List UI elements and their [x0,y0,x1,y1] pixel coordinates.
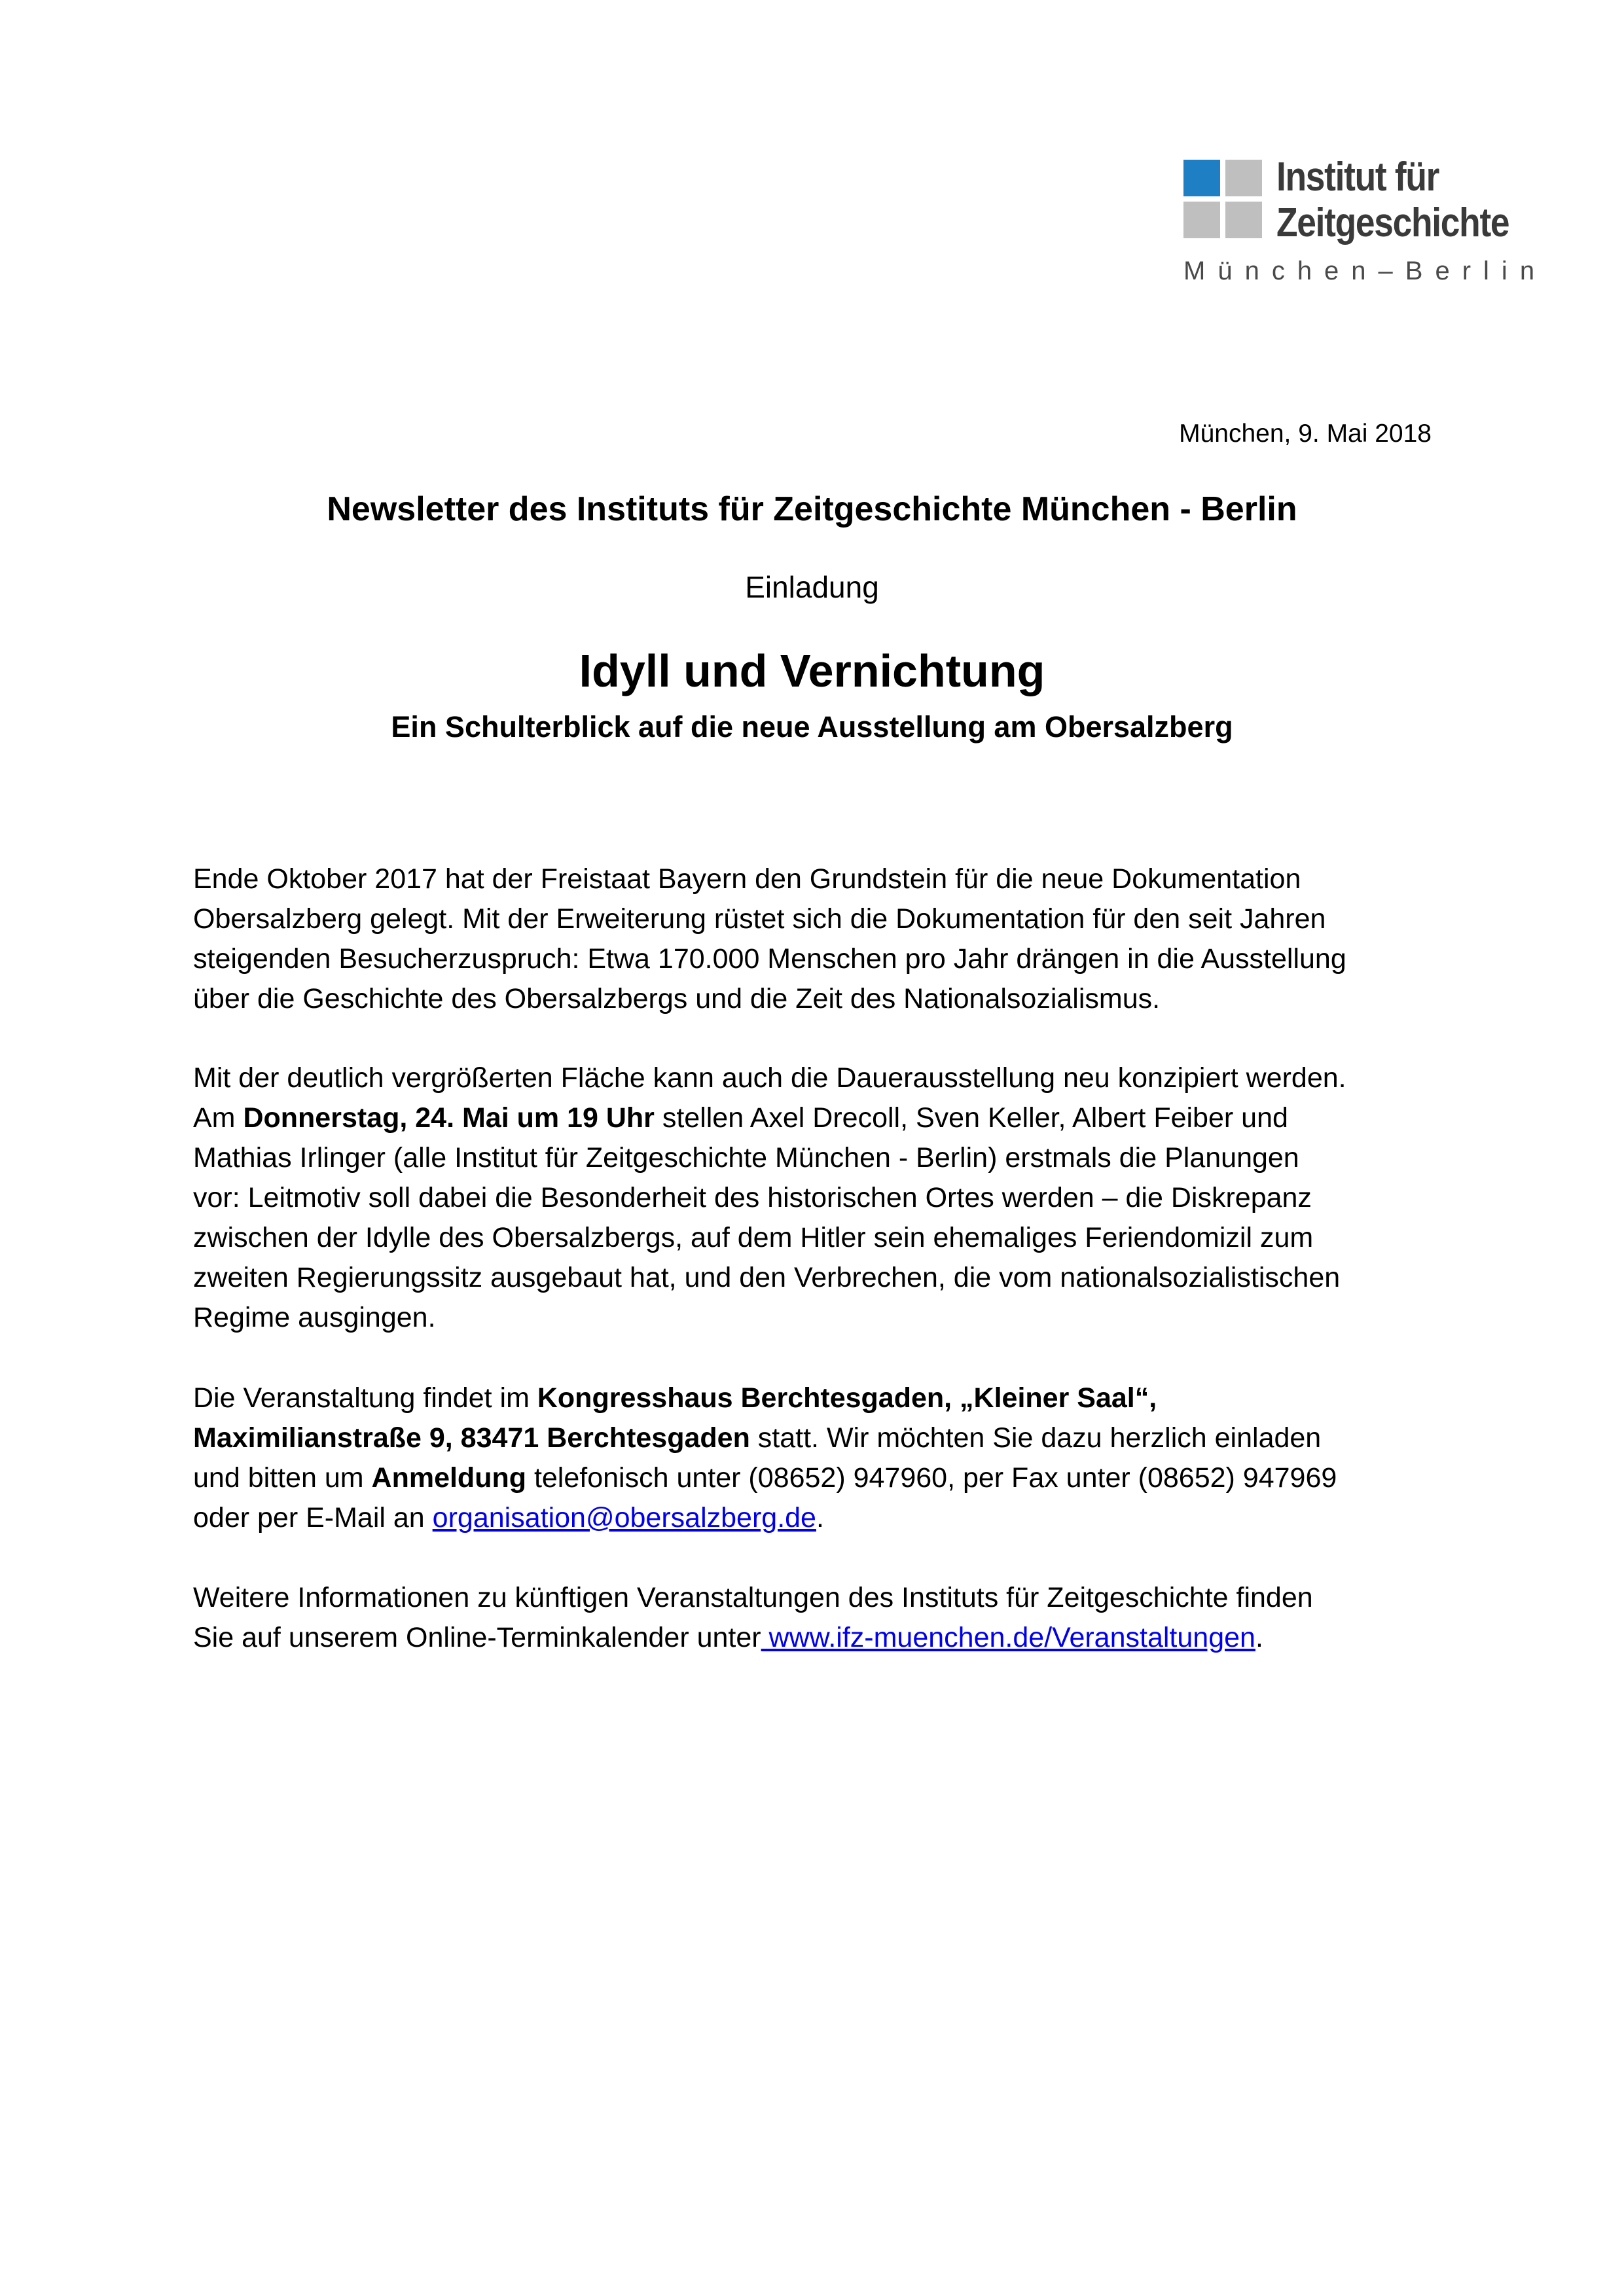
logo-square-grey [1225,160,1262,196]
text-segment: oder per E-Mail an [193,1502,433,1534]
venue-name: Kongresshaus Berchtesgaden, „Kleiner Saal“, [537,1382,1157,1414]
logo-square-grey [1225,202,1262,238]
paragraph-line: Regime ausgingen. [193,1302,436,1333]
invitation-label: Einladung [745,570,879,604]
text-segment: Am [193,1102,244,1134]
paragraph-line: zweiten Regierungssitz ausgebaut hat, und den Verbrechen, die vom nationalsozialistischen [193,1262,1341,1293]
paragraph-event [193,1058,1463,1338]
document-date: München, 9. Mai 2018 [1179,420,1432,448]
email-link[interactable]: organisation@obersalzberg.de [432,1502,816,1534]
paragraph-line: Weitere Informationen zu künftigen Veranstaltungen des Instituts für Zeitgeschichte finden [193,1582,1313,1613]
logo-squares-icon [1183,160,1265,241]
logo-square-blue [1183,160,1220,196]
paragraph-more-info [193,1578,1463,1658]
paragraph-line: steigenden Besucherzuspruch: Etwa 170.000 Menschen pro Jahr drängen in die Ausstellung [193,943,1346,975]
logo-text-line2: Zeitgeschichte [1276,200,1509,245]
logo-square-grey [1183,202,1220,238]
text-segment: telefonisch unter (08652) 947960, per Fax unter (08652) 947969 [526,1462,1337,1494]
paragraph-venue [193,1378,1463,1538]
subtitle: Ein Schulterblick auf die neue Ausstellung am Obersalzberg [391,710,1233,744]
paragraph-line [193,1098,1463,1138]
paragraph-line [193,1618,1463,1658]
paragraph-line [193,1378,1463,1418]
paragraph-line [193,1498,1463,1538]
paragraph-line: vor: Leitmotiv soll dabei die Besonderheit des historischen Ortes werden – die Diskrepanz [193,1182,1312,1213]
text-segment: Sie auf unserem Online-Terminkalender unter [193,1622,761,1653]
paragraph-line: Mathias Irlinger (alle Institut für Zeitgeschichte München - Berlin) erstmals die Planungen [193,1142,1299,1174]
logo-text-line1: Institut für [1276,154,1439,200]
text-segment: . [1255,1622,1263,1653]
paragraph-line: über die Geschichte des Obersalzbergs und die Zeit des Nationalsozialismus. [193,983,1161,1014]
events-calendar-link[interactable]: www.ifz-muenchen.de/Veranstaltungen [761,1622,1255,1653]
institute-logo [1183,154,1547,288]
paragraph-line: zwischen der Idylle des Obersalzbergs, auf dem Hitler sein ehemaliges Feriendomizil zum [193,1222,1314,1253]
text-segment: stellen Axel Drecoll, Sven Keller, Albert Feiber und [654,1102,1288,1134]
paragraph-line [193,1458,1463,1498]
paragraph-line: Obersalzberg gelegt. Mit der Erweiterung rüstet sich die Dokumentation für den seit Jahren [193,903,1326,935]
registration-label: Anmeldung [371,1462,526,1494]
paragraph-intro [193,859,1463,1019]
text-segment: . [816,1502,824,1534]
paragraph-line: Mit der deutlich vergrößerten Fläche kann auch die Dauerausstellung neu konzipiert werden. [193,1062,1346,1094]
text-segment: und bitten um [193,1462,372,1494]
paragraph-line: Ende Oktober 2017 hat der Freistaat Bayern den Grundstein für die neue Dokumentation [193,863,1301,895]
text-segment: statt. Wir möchten Sie dazu herzlich einladen [749,1422,1322,1454]
event-datetime: Donnerstag, 24. Mai um 19 Uhr [243,1102,655,1134]
main-title: Idyll und Vernichtung [579,645,1045,696]
logo-city-text: München–Berlin [1183,257,1547,285]
newsletter-title: Newsletter des Instituts für Zeitgeschichte München - Berlin [327,490,1297,528]
text-segment: Die Veranstaltung findet im [193,1382,537,1414]
paragraph-line [193,1418,1463,1458]
venue-address: Maximilianstraße 9, 83471 Berchtesgaden [193,1422,750,1454]
